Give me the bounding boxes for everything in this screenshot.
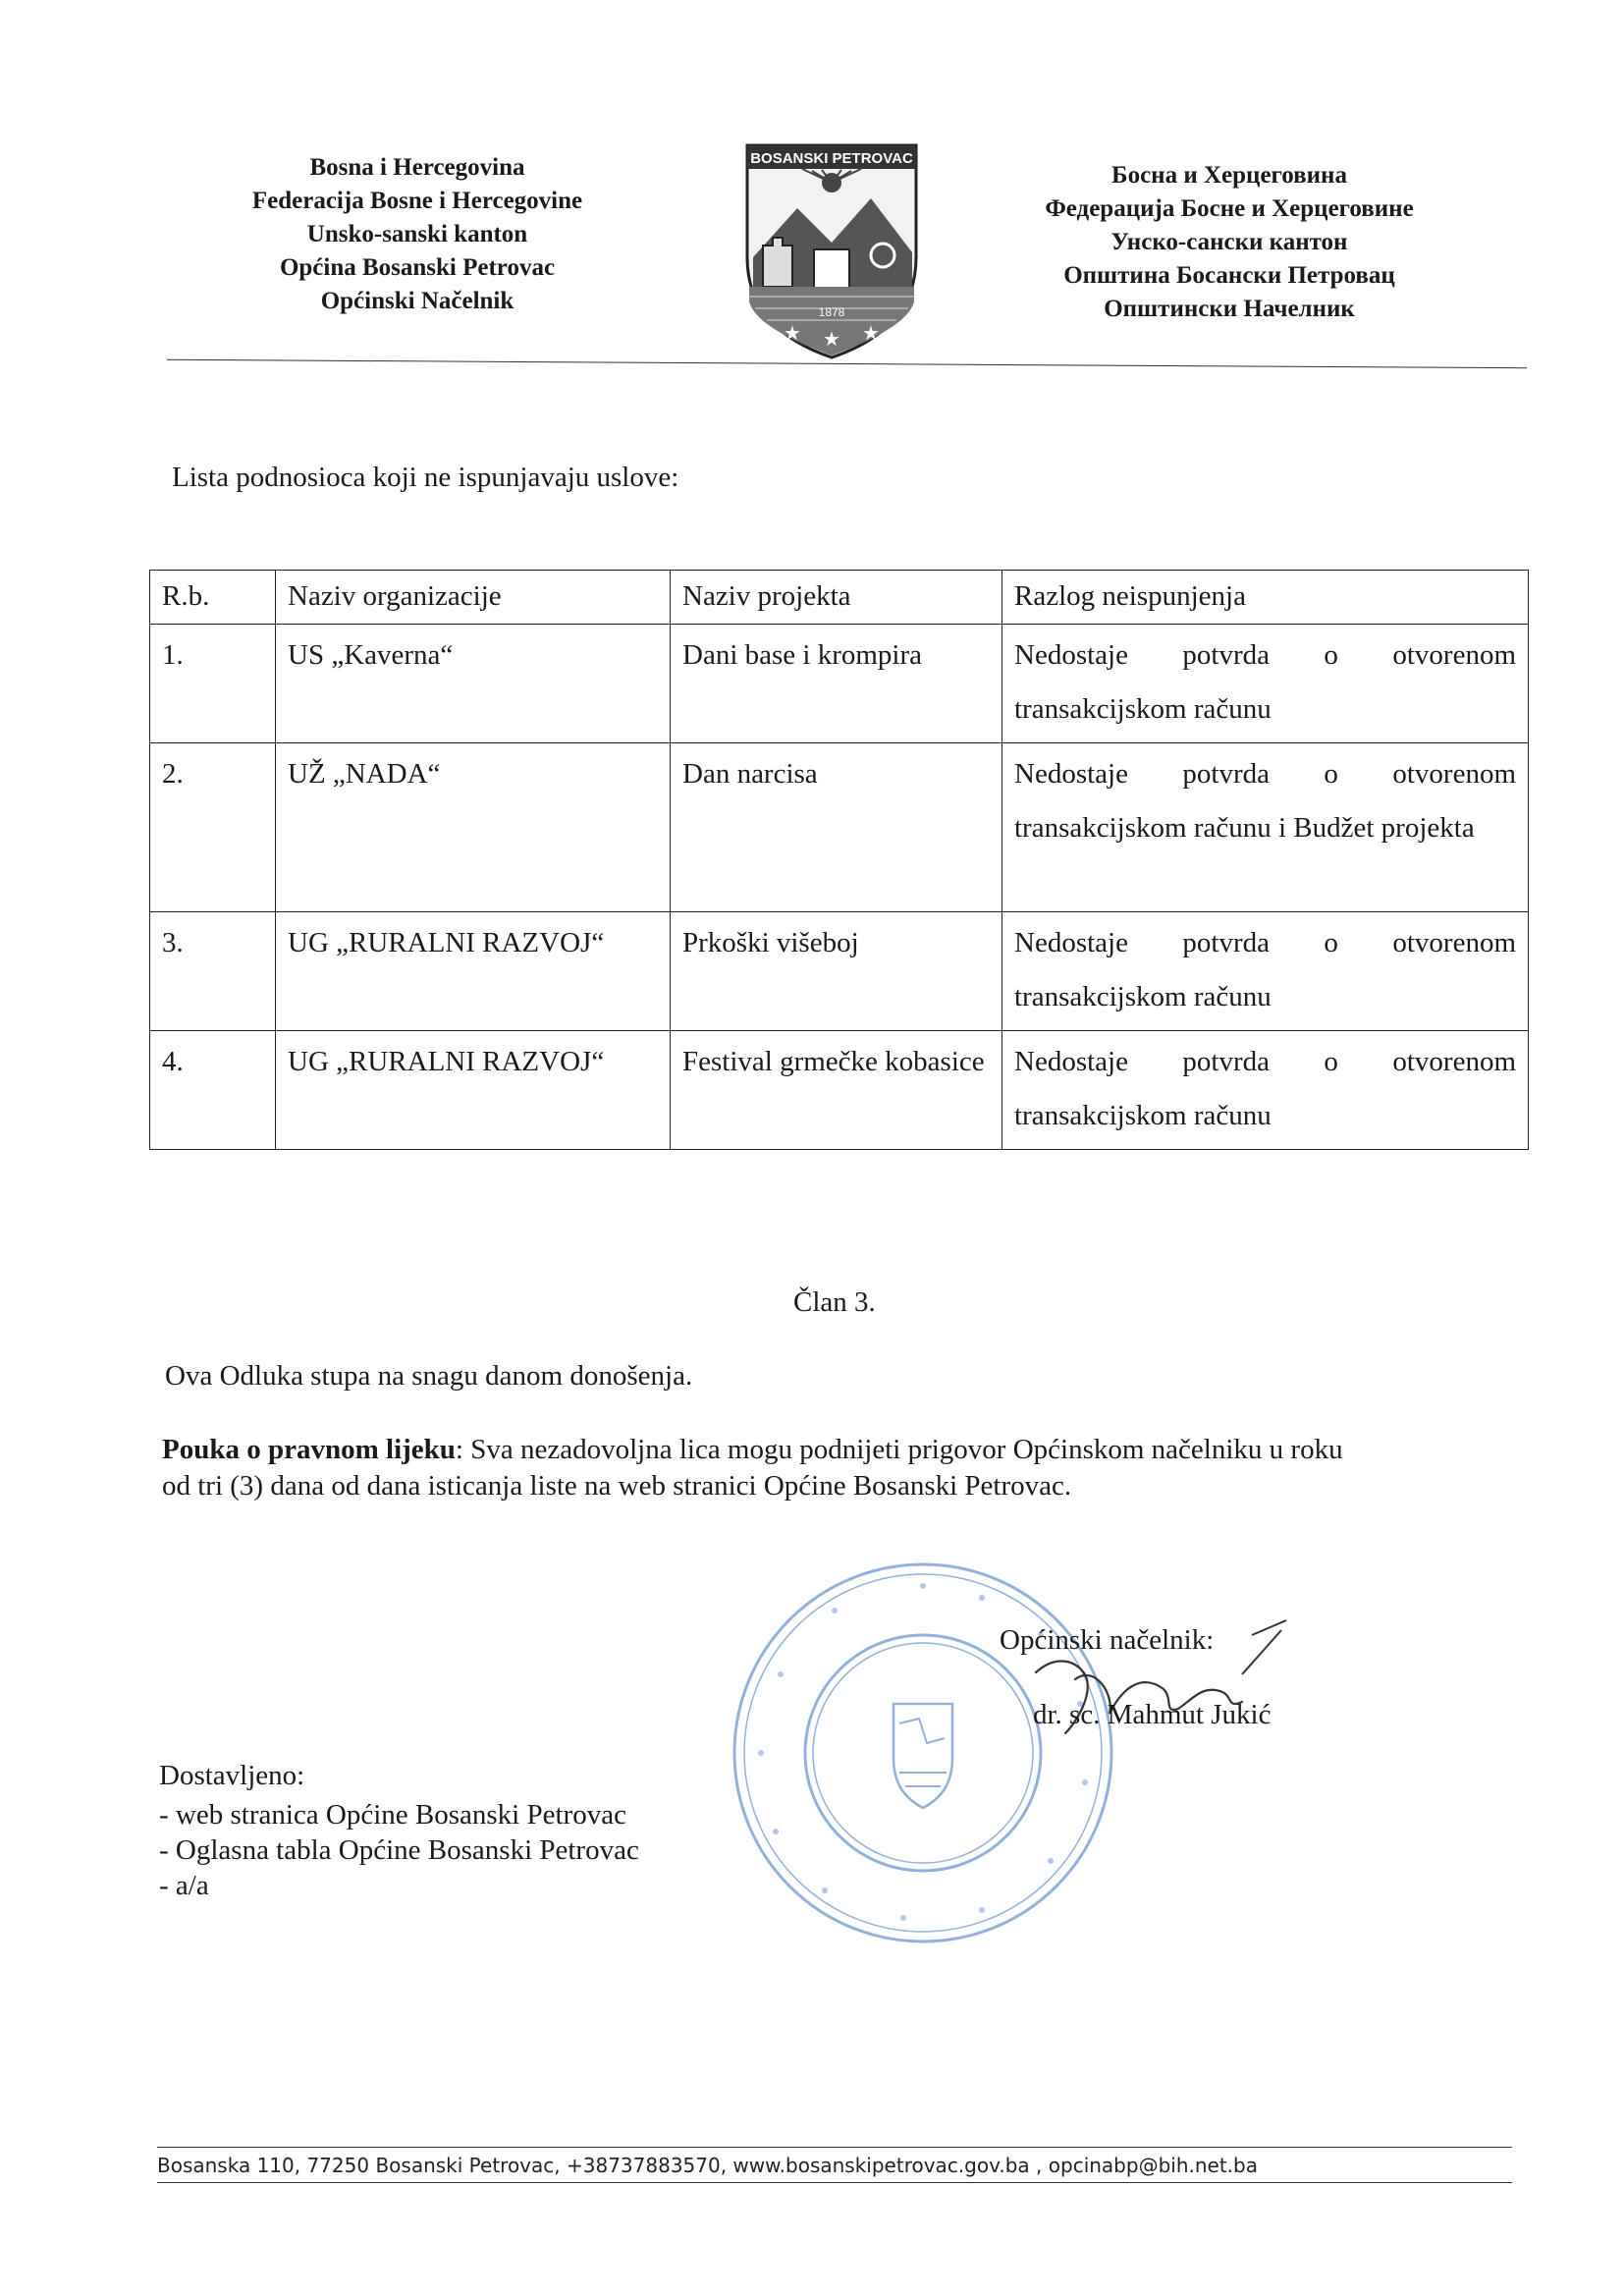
delivered-item: - Oglasna tabla Općine Bosanski Petrovac xyxy=(159,1834,639,1866)
article-heading: Član 3. xyxy=(793,1286,876,1318)
legal-remedy-label: Pouka o pravnom lijeku xyxy=(162,1434,456,1465)
letterhead-cyrillic xyxy=(994,159,1465,326)
table-cell: 4. xyxy=(150,1031,276,1150)
svg-text:★: ★ xyxy=(784,323,801,345)
table-cell: UŽ „NADA“ xyxy=(276,743,671,912)
header-line: Unsko-sanski kanton xyxy=(306,221,528,247)
header-line: Општина Босански Петровац xyxy=(1063,262,1395,289)
crest-year: 1878 xyxy=(818,305,845,319)
header-line: Општински Начелник xyxy=(1104,296,1355,322)
header-line: Bosna i Hercegovina xyxy=(309,154,525,181)
municipality-crest xyxy=(743,139,920,361)
table-row xyxy=(150,743,1529,912)
table-cell: 1. xyxy=(150,625,276,743)
table-cell: 2. xyxy=(150,743,276,912)
table-cell: UG „RURALNI RAZVOJ“ xyxy=(276,912,671,1031)
footer-divider-top xyxy=(157,2147,1512,2148)
table-cell: Nedostaje potvrda o otvorenom transakcijskom računu xyxy=(1002,912,1529,1031)
applicants-table xyxy=(149,570,1529,1150)
signatory-title: Općinski načelnik: xyxy=(1000,1624,1215,1656)
header-line: Federacija Bosne i Hercegovine xyxy=(251,188,583,214)
letterhead-latin xyxy=(196,151,638,318)
column-header: Razlog neispunjenja xyxy=(1002,571,1529,625)
table-cell: Nedostaje potvrda o otvorenom transakcijskom računu xyxy=(1002,625,1529,743)
header-line: Općinski Načelnik xyxy=(320,288,514,314)
svg-text:★: ★ xyxy=(823,329,840,351)
legal-remedy-text-2: od tri (3) dana od dana isticanja liste na web stranici Općine Bosanski Petrovac. xyxy=(162,1470,1072,1502)
crest-label: BOSANSKI PETROVAC xyxy=(750,150,913,167)
handwritten-signature xyxy=(1016,1615,1291,1763)
header-line: Унско-сански кантон xyxy=(1110,229,1348,255)
table-cell: Festival grmečke kobasice xyxy=(671,1031,1002,1150)
legal-remedy-line xyxy=(162,1432,1343,1467)
table-cell: Nedostaje potvrda o otvorenom transakcijskom računu xyxy=(1002,1031,1529,1150)
table-cell: Nedostaje potvrda o otvorenom transakcijskom računu i Budžet projekta xyxy=(1002,743,1529,912)
intro-text: Lista podnosioca koji ne ispunjavaju uslove: xyxy=(172,462,679,493)
header-line: Općina Bosanski Petrovac xyxy=(279,254,556,281)
delivered-title: Dostavljeno: xyxy=(159,1760,305,1791)
table-cell: Dani base i krompira xyxy=(671,625,1002,743)
table-row xyxy=(150,625,1529,743)
table-header-row xyxy=(150,571,1529,625)
column-header: Naziv organizacije xyxy=(276,571,671,625)
svg-text:★: ★ xyxy=(862,323,880,345)
delivered-item: - web stranica Općine Bosanski Petrovac xyxy=(159,1799,626,1831)
header-line: Федерација Босне и Херцеговине xyxy=(1045,195,1414,222)
table-row xyxy=(150,1031,1529,1150)
signatory-name: dr. sc. Mahmut Jukić xyxy=(1033,1699,1272,1730)
table-cell: Dan narcisa xyxy=(671,743,1002,912)
footer-divider-bottom xyxy=(157,2182,1512,2183)
effect-text: Ova Odluka stupa na snagu danom donošenja. xyxy=(165,1360,693,1392)
header-line: Босна и Херцеговина xyxy=(1111,162,1347,189)
table-cell: US „Kaverna“ xyxy=(276,625,671,743)
legal-remedy-text: : Sva nezadovoljna lica mogu podnijeti prigovor Općinskom načelniku u roku xyxy=(455,1434,1343,1465)
table-cell: UG „RURALNI RAZVOJ“ xyxy=(276,1031,671,1150)
delivered-item: - a/a xyxy=(159,1870,209,1901)
column-header: R.b. xyxy=(150,571,276,625)
table-row xyxy=(150,912,1529,1031)
table-cell: Prkoški višeboj xyxy=(671,912,1002,1031)
column-header: Naziv projekta xyxy=(671,571,1002,625)
table-cell: 3. xyxy=(150,912,276,1031)
footer-contact: Bosanska 110, 77250 Bosanski Petrovac, +38737883570, www.bosanskipetrovac.gov.ba , opcinabp@bih.net.ba xyxy=(157,2154,1258,2177)
